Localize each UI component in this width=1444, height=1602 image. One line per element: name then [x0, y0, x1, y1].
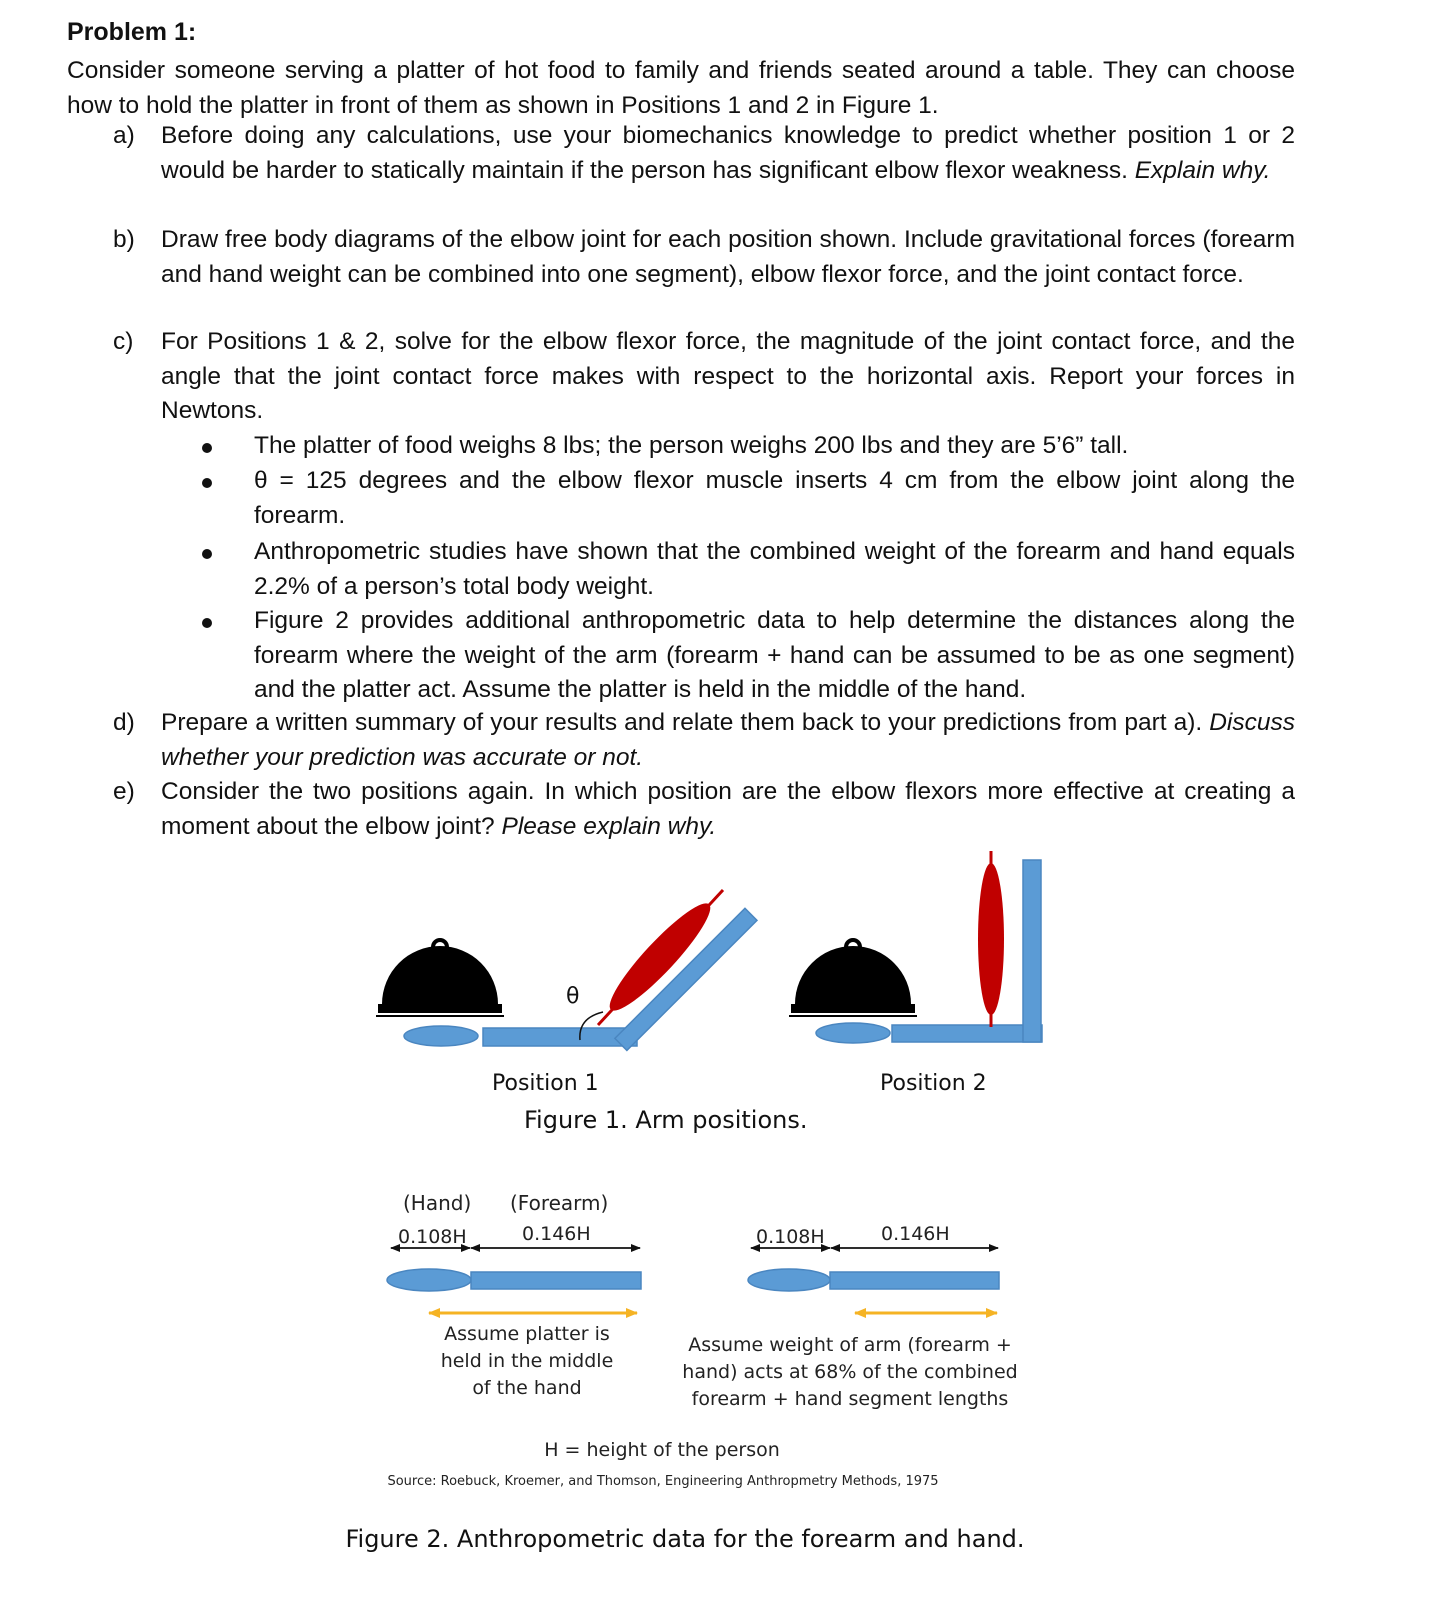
hand-label: (Hand) — [403, 1191, 472, 1215]
part-e-italic: Please explain why. — [501, 812, 717, 840]
part-a-text: Before doing any calculations, use your biomechanics knowledge to predict whether position 1 or 2 would be harder to statically maintain if the person has significant elbow flexor weakness. — [161, 122, 1295, 184]
part-d-italic: Discuss whether your prediction was accurate or not. — [161, 709, 1295, 771]
hand-length: 0.108H — [756, 1226, 825, 1248]
cloche-icon — [789, 940, 917, 1016]
part-e-text: Consider the two positions again. In which position are the elbow flexors more effective at creating a moment about the elbow joint? — [161, 778, 1295, 840]
source-citation: Source: Roebuck, Kroemer, and Thomson, Engineering Anthropmetry Methods, 1975 — [387, 1474, 939, 1489]
forearm-segment — [830, 1272, 999, 1289]
platter-note-line: of the hand — [472, 1377, 582, 1399]
arm-weight-note-line: Assume weight of arm (forearm + — [688, 1334, 1012, 1356]
cloche-icon — [376, 940, 504, 1016]
position2-diagram — [789, 851, 1042, 1096]
part-c-text: For Positions 1 & 2, solve for the elbow flexor force, the magnitude of the joint contact force, and the angle that the joint contact force makes with respect to the horizontal axis. Report your forces in Newtons. — [161, 328, 1295, 424]
platter-note-line: Assume platter is — [444, 1323, 610, 1345]
figure2-caption: Figure 2. Anthropometric data for the forearm and hand. — [345, 1525, 1025, 1553]
forearm-length: 0.146H — [522, 1223, 591, 1245]
position2-label: Position 2 — [880, 1071, 987, 1096]
part-e-label: e) — [113, 778, 135, 805]
part-c-label: c) — [113, 328, 134, 355]
hand-segment — [816, 1023, 890, 1043]
figure2-left — [387, 1191, 641, 1399]
arm-weight-note-line: forearm + hand segment lengths — [691, 1388, 1009, 1410]
forearm-segment — [892, 1025, 1042, 1042]
hand-length: 0.108H — [398, 1226, 467, 1248]
position1-diagram — [376, 890, 757, 1096]
elbow-flexor-muscle — [978, 851, 1004, 1027]
part-b-label: b) — [113, 226, 135, 253]
problem-intro: Consider someone serving a platter of hot food to family and friends seated around a table. They can choose how to hold the platter in front of them as shown in Positions 1 and 2 in Figure 1. — [67, 57, 1295, 119]
part-a-label: a) — [113, 122, 135, 149]
part-b-text: Draw free body diagrams of the elbow joint for each position shown. Include gravitational forces (forearm and hand weight can be combined into one segment), elbow flexor force, and the joint contact force. — [161, 226, 1295, 288]
bullet-text: Figure 2 provides additional anthropometric data to help determine the distances along the forearm where the weight of the arm (forearm + hand can be assumed to be as one segment) and the platter act. Assume the platter is held in the middle of the hand. — [254, 607, 1295, 703]
part-a-italic: Explain why. — [1134, 156, 1271, 184]
hand-segment — [404, 1026, 478, 1046]
part-d-label: d) — [113, 709, 135, 736]
platter-note-line: held in the middle — [440, 1350, 614, 1372]
bullet-text: Anthropometric studies have shown that the combined weight of the forearm and hand equals 2.2% of a person’s total body weight. — [254, 538, 1295, 600]
position1-label: Position 1 — [492, 1071, 599, 1096]
upper-arm-segment — [1023, 860, 1041, 1042]
arm-weight-note-line: hand) acts at 68% of the combined — [682, 1361, 1018, 1383]
forearm-label: (Forearm) — [510, 1191, 609, 1215]
problem-title: Problem 1: — [67, 18, 197, 46]
theta-symbol: θ — [566, 984, 580, 1009]
figure1-caption: Figure 1. Arm positions. — [524, 1106, 808, 1134]
bullet-text: The platter of food weighs 8 lbs; the person weighs 200 lbs and they are 5’6” tall. — [254, 432, 1129, 459]
height-definition: H = height of the person — [544, 1439, 780, 1461]
forearm-segment — [483, 1028, 637, 1046]
hand-segment — [748, 1269, 830, 1291]
hand-segment — [387, 1269, 471, 1291]
figure2-right — [682, 1223, 1017, 1410]
forearm-length: 0.146H — [881, 1223, 950, 1245]
forearm-segment — [471, 1272, 641, 1289]
bullet-text: θ = 125 degrees and the elbow flexor muscle inserts 4 cm from the elbow joint along the forearm. — [254, 467, 1295, 529]
part-d-text: Prepare a written summary of your results and relate them back to your predictions from part a). — [161, 709, 1203, 736]
